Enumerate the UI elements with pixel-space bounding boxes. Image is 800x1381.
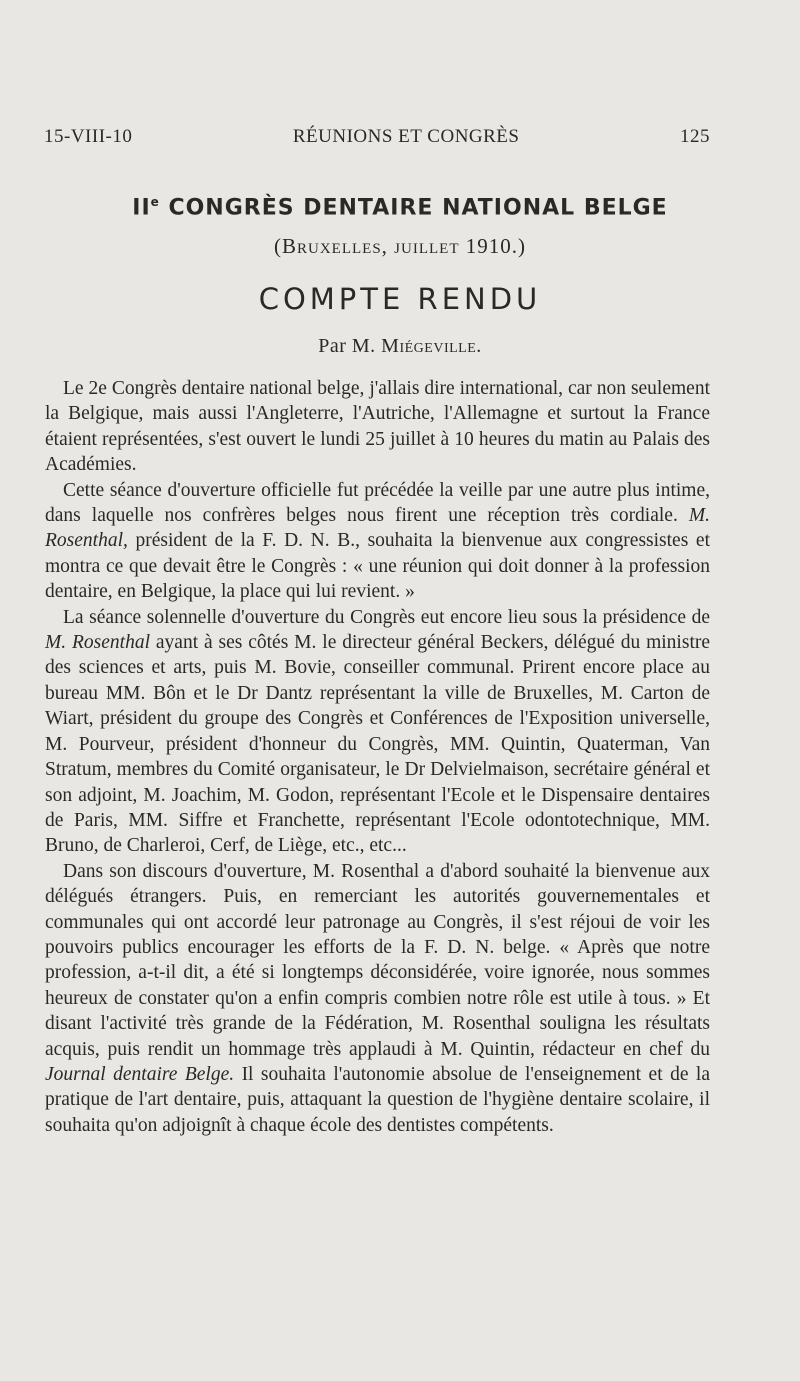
title-text: CONGRÈS DENTAIRE NATIONAL BELGE — [159, 195, 668, 221]
byline-prefix: Par M. — [318, 335, 382, 357]
paragraph-3 — [45, 605, 710, 859]
author-name: Miégeville. — [381, 335, 482, 357]
paragraph-2-text-b: président de la F. D. N. B., souhaita la bienvenue aux congressistes et montra ce que devait être le Congrès : « une réunion qui doit donner à la profession dentaire, en Belgique, la place qui lui revient. » — [45, 530, 710, 603]
paragraph-3-text-a: La séance solennelle d'ouverture du Congrès eut encore lieu sous la présidence de — [63, 606, 710, 628]
paragraph-2 — [45, 478, 710, 605]
page-number: 125 — [680, 126, 710, 147]
section-heading: COMPTE RENDU — [258, 282, 542, 316]
paragraph-2-text-a: Cette séance d'ouverture officielle fut précédée la veille par une autre plus intime, dans laquelle nos confrères belges nous firent une réception très cordiale. — [45, 479, 710, 527]
article-subtitle: (Bruxelles, juillet 1910.) — [274, 234, 526, 258]
paragraph-4-text-a: Dans son discours d'ouverture, M. Rosenthal a d'abord souhaité la bienvenue aux délégués étrangers. Puis, en remerciant les autorités gouvernementales et communales qui ont accordé leur patronage au Congrès, il s'est réjoui de voir les pouvoirs publics encourager les efforts de la F. D. N. belge. « Après que notre profession, a-t-il dit, a été si longtemps déconsidérée, voire ignorée, nous sommes heureux de constater qu'on a enfin compris combien notre rôle est utile à tous. » Et disant l'activité très grande de la Fédération, M. Rosenthal souligna les résultats acquis, puis rendit un hommage très applaudi à M. Quintin, rédacteur en chef du — [45, 860, 710, 1060]
section-title: RÉUNIONS ET CONGRÈS — [292, 126, 520, 147]
paragraph-3-text-b: ayant à ses côtés M. le directeur général Beckers, délégué du ministre des sciences et arts, puis M. Bovie, conseiller communal. Prirent encore place au bureau MM. Bôn et le Dr Dantz représentant la ville de Bruxelles, M. Carton de Wiart, président du groupe des Congrès et Conférences de l'Exposition universelle, M. Pourveur, président d'honneur du Congrès, MM. Quintin, Quaterman, Van Stratum, membres du Comité organisateur, le Dr Delvielmaison, secrétaire général et son adjoint, M. Joachim, M. Godon, représentant l'Ecole et le Dispensaire dentaires de Paris, MM. Siffre et Franchette, représentant l'Ecole odontotechnique, MM. Bruno, de Charleroi, Cerf, de Liège, etc., etc... — [45, 632, 711, 857]
president-name: M. Rosenthal, — [45, 505, 710, 552]
article-body — [45, 376, 710, 1138]
issue-date: 15-VIII-10 — [44, 126, 133, 147]
paragraph-4 — [45, 859, 710, 1138]
paragraph-4-text-b: Il souhaita l'autonomie absolue de l'enseignement et de la pratique de l'art dentaire, puis, attaquant la question de l'hygiène dentaire scolaire, il souhaita qu'on adjoignît à chaque école des dentistes compétents. — [45, 1063, 711, 1136]
title-ordinal-suffix: e — [150, 195, 160, 209]
journal-title: Journal dentaire Belge. — [45, 1063, 235, 1085]
running-head — [44, 126, 710, 148]
president-name: M. Rosenthal — [45, 632, 150, 654]
paragraph-1: Le 2e Congrès dentaire national belge, j'allais dire international, car non seulement la Belgique, mais aussi l'Angleterre, l'Autriche, l'Allemagne et surtout la France étaient représentées, s'est ouvert le lundi 25 juillet à 10 heures du matin au Palais des Académies. — [45, 378, 710, 476]
article-title — [0, 195, 800, 220]
title-ordinal: II — [132, 195, 151, 221]
byline — [0, 335, 800, 358]
